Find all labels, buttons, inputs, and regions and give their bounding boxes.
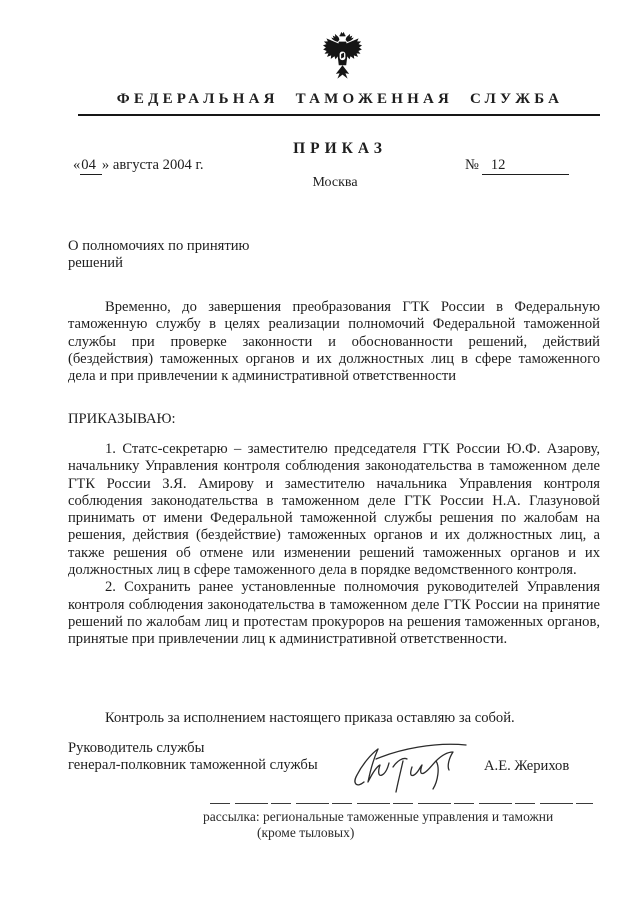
agency-title: ФЕДЕРАЛЬНАЯ ТАМОЖЕННАЯ СЛУЖБА [116,91,564,107]
subject-line-2: решений [68,255,123,271]
date-rest: » августа 2004 г. [101,157,204,173]
control-sentence: Контроль за исполнением настоящего приказа оставляю за собой. [105,710,515,726]
header-divider [78,114,600,116]
coat-of-arms-icon [321,29,364,84]
number-label: № [465,157,479,173]
doc-number [465,157,569,175]
number-value: 12 [482,157,569,175]
subject-line-1: О полномочиях по принятию [68,238,250,254]
signer-position [68,740,318,775]
order-item-1: 1. Статс-секретарю – заместителю председателя ГТК России Ю.Ф. Азарову, начальнику Управления контроля соблюдения законодательства в таможенном деле ГТК России З.Я. Амирову и заместителю начальника Управления контроля соблюдения законодательства в таможенном деле ГТК России Н.А. Глазуновой принимать от имени Федеральной таможенной службы решения по жалобам на решения, действия (бездействие) таможенных органов и их должностных лиц, а также решения об отмене или изменении решений таможенных органов и их должностных лиц в сфере таможенного дела в порядке ведомственного контроля. [68,441,600,579]
order-word: ПРИКАЗЫВАЮ: [68,411,176,427]
control-section [68,710,600,727]
signer-name: А.Е. Жерихов [484,758,570,774]
doc-city: Москва [312,175,358,190]
footer-divider [210,803,593,804]
distribution-note-line-1: рассылка: региональные таможенные управления и таможни [203,809,554,824]
doc-subject [68,238,328,272]
preamble-section [68,299,600,385]
distribution-note-line-2: (кроме тыловых) [257,825,355,840]
date-open-quote: « [73,157,81,173]
order-item-2: 2. Сохранить ранее установленные полномочия руководителей Управления контроля соблюдения законодательства в таможенном деле ГТК России на принятие решений по жалобам лиц и протестам прокуроров на решения таможенных органов, принятые при привлечении лиц к административной ответственности. [68,579,600,648]
doc-type-title: ПРИКАЗ [293,140,387,157]
signer-position-line-1: Руководитель службы [68,740,205,756]
signer-position-line-2: генерал-полковник таможенной службы [68,757,318,774]
date-day-value: 04 [80,157,102,175]
handwritten-signature-icon [348,736,480,800]
order-items-section [68,441,600,649]
doc-date [73,157,203,175]
preamble-paragraph: Временно, до завершения преобразования ГТК России в Федеральную таможенную службу в целях реализации полномочий Федеральной таможенной службы при проверке законности и обоснованности решений, действий (бездействия) таможенных органов и их должностных лиц в сфере таможенного дела и при привлечении к административной ответственности [68,299,600,385]
